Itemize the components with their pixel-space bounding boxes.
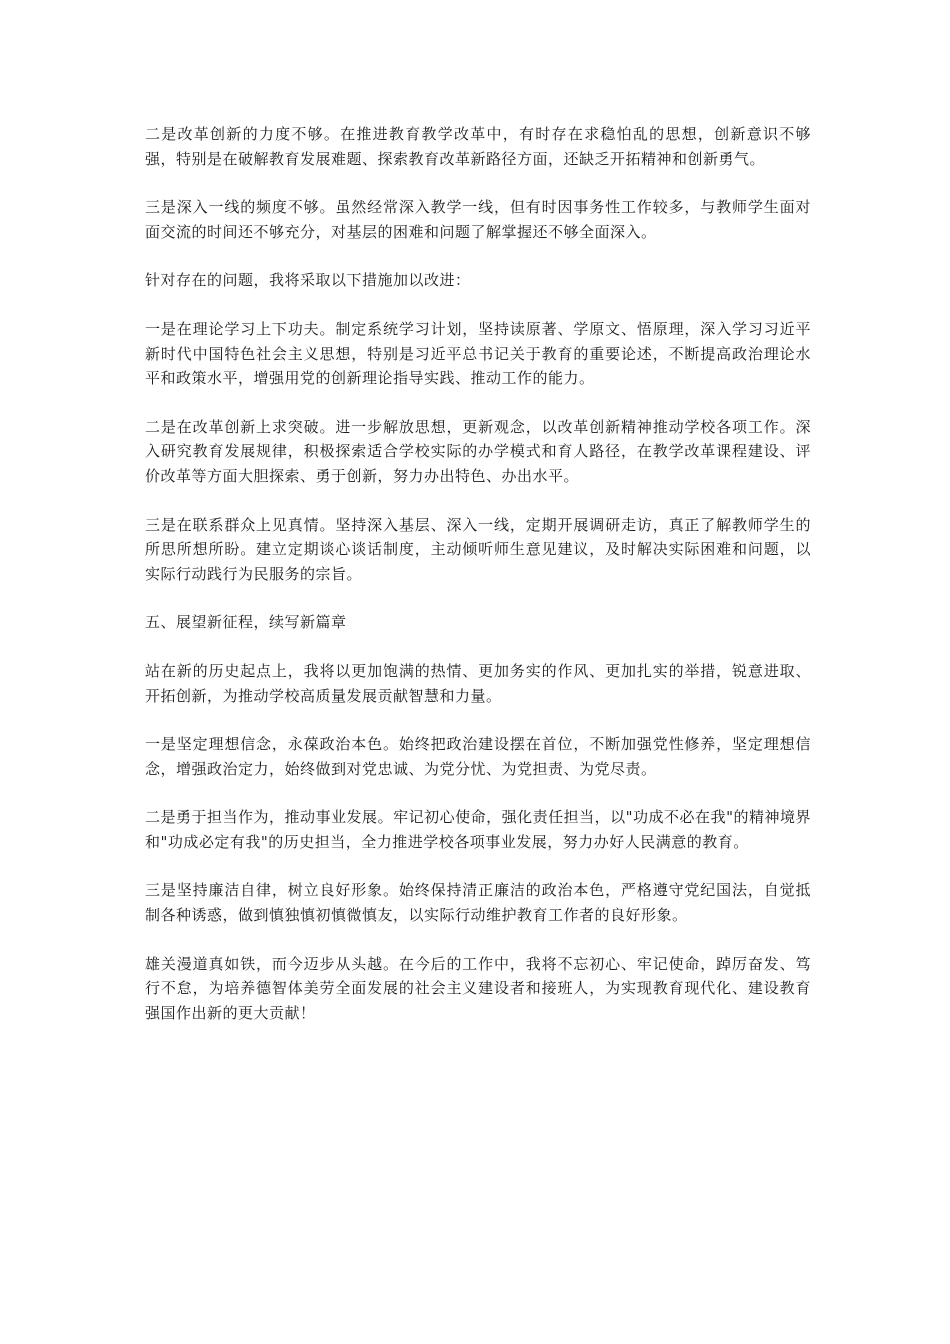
paragraph-responsibility: 二是勇于担当作为，推动事业发展。牢记初心使命，强化责任担当，以"功成不必在我"的精神境界和"功成必定有我"的历史担当，全力推进学校各项事业发展，努力办好人民满意的教育。 xyxy=(145,808,811,851)
paragraph-closing: 雄关漫道真如铁，而今迈步从头越。在今后的工作中，我将不忘初心、牢记使命，踔厉奋发、笃行不怠，为培养德智体美劳全面发展的社会主义建设者和接班人，为实现教育现代化、建设教育强国作出新的更大贡献！ xyxy=(145,954,811,1022)
paragraph-theory-study: 一是在理论学习上下功夫。制定系统学习计划，坚持读原著、学原文、悟原理，深入学习习近平新时代中国特色社会主义思想，特别是习近平总书记关于教育的重要论述，不断提高政治理论水平和政策水平，增强用党的创新理论指导实践、推动工作的能力。 xyxy=(145,319,811,388)
paragraph-reform-innovation-shortfall: 二是改革创新的力度不够。在推进教育教学改革中，有时存在求稳怕乱的思想，创新意识不够强，特别是在破解教育发展难题、探索教育改革新路径方面，还缺乏开拓精神和创新勇气。 xyxy=(145,125,811,168)
paragraph-ideals-beliefs: 一是坚定理想信念，永葆政治本色。始终把政治建设摆在首位，不断加强党性修养，坚定理想信念，增强政治定力，始终做到对党忠诚、为党分忧、为党担责、为党尽责。 xyxy=(145,735,811,778)
paragraph-mass-connection: 三是在联系群众上见真情。坚持深入基层、深入一线，定期开展调研走访，真正了解教师学生的所思所想所盼。建立定期谈心谈话制度，主动倾听师生意见建议，及时解决实际困难和问题，以实际行动践行为民服务的宗旨。 xyxy=(145,515,811,583)
paragraph-reform-breakthrough: 二是在改革创新上求突破。进一步解放思想，更新观念，以改革创新精神推动学校各项工作。深入研究教育发展规律，积极探索适合学校实际的办学模式和育人路径，在教学改革课程建设、评价改革等方面大胆探索、勇于创新，努力办出特色、办出水平。 xyxy=(145,417,811,485)
section-heading-outlook: 五、展望新征程，续写新篇章 xyxy=(145,613,347,632)
document-body xyxy=(145,122,811,1049)
paragraph-frontline-frequency-shortfall: 三是深入一线的频度不够。虽然经常深入教学一线，但有时因事务性工作较多，与教师学生面对面交流的时间还不够充分，对基层的困难和问题了解掌握还不够全面深入。 xyxy=(145,198,811,241)
paragraph-outlook-intro: 站在新的历史起点上，我将以更加饱满的热情、更加务实的作风、更加扎实的举措，锐意进取、开拓创新，为推动学校高质量发展贡献智慧和力量。 xyxy=(145,661,811,705)
paragraph-improvement-intro: 针对存在的问题，我将采取以下措施加以改进： xyxy=(145,271,471,290)
paragraph-integrity: 三是坚持廉洁自律，树立良好形象。始终保持清正廉洁的政治本色，严格遵守党纪国法，自觉抵制各种诱惑，做到慎独慎初慎微慎友，以实际行动维护教育工作者的良好形象。 xyxy=(145,881,811,925)
